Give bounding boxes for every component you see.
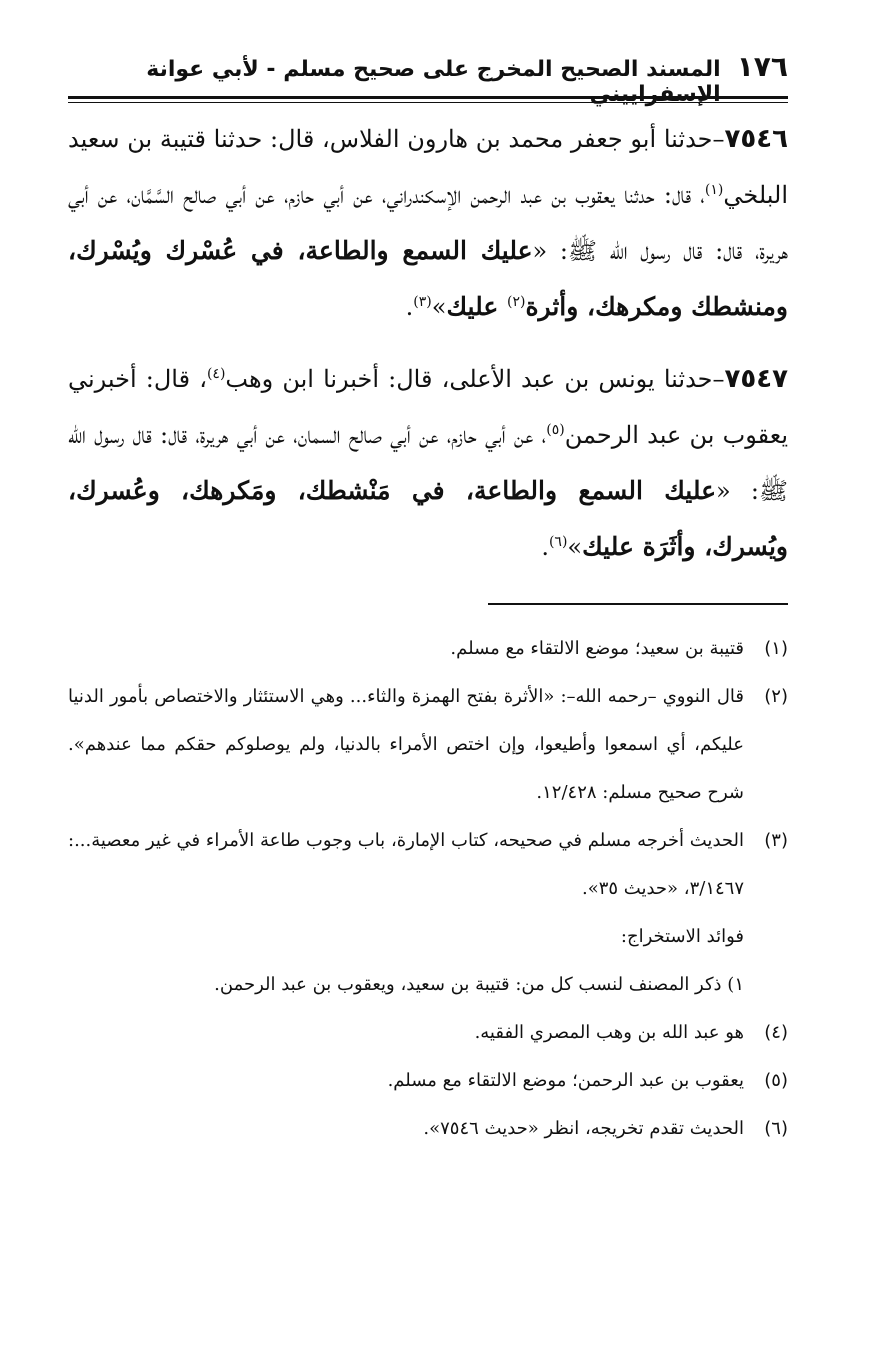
footnote-4 bbox=[68, 1009, 788, 1057]
hadith-text: –حدثنا أبو جعفر محمد بن هارون الفلاس، قال: حدثنا قتيبة بن سعيد البلخي bbox=[68, 125, 788, 209]
hadith-text: . bbox=[405, 293, 414, 321]
footnote-ref[interactable]: (٦) bbox=[548, 534, 568, 550]
prophetic-text: عليك السمع والطاعة، في عُسْرك ويُسْرك، ومنشطك ومكرهك، وأثرة bbox=[68, 236, 788, 321]
hadith-text: » bbox=[567, 533, 583, 561]
page bbox=[68, 50, 788, 1153]
footnote-text: يعقوب بن عبد الرحمن؛ موضع الالتقاء مع مسلم. bbox=[387, 1070, 744, 1091]
footnote-ref[interactable]: (٣) bbox=[413, 294, 432, 310]
hadith-text: ، قال: حدثنا يعقوب بن عبد الرحمن الإسكندراني، عن أبي حازم، عن أبي صالح السَّمَّان، عن أبي هريرة، قال: قال رسول الله ﷺ: « bbox=[68, 181, 788, 265]
hadith-text: –حدثنا يونس بن عبد الأعلى، قال: أخبرنا ابن وهب bbox=[225, 365, 725, 393]
footnote-6 bbox=[68, 1105, 788, 1153]
footnote-ref[interactable]: (١) bbox=[704, 182, 724, 198]
hadith-text: ، عن أبي حازم، عن أبي صالح السمان، عن أبي هريرة، قال: قال رسول الله ﷺ: « bbox=[68, 421, 789, 505]
hadith-7547 bbox=[68, 351, 788, 575]
footnote-1 bbox=[68, 625, 788, 673]
running-title: المسند الصحيح المخرج على صحيح مسلم - لأبي عوانة الإسفراييني bbox=[146, 57, 721, 107]
footnote-subheading: فوائد الاستخراج: bbox=[620, 926, 744, 947]
footnote-text: الحديث أخرجه مسلم في صحيحه، كتاب الإمارة، باب وجوب طاعة الأمراء في غير معصية...: ٣/١٤٦٧، «حديث ٣٥». bbox=[68, 830, 744, 899]
footnote-number: (٣) bbox=[764, 830, 788, 851]
footnote-separator bbox=[68, 603, 788, 605]
page-header bbox=[68, 50, 788, 107]
footnote-ref[interactable]: (٥) bbox=[546, 422, 565, 438]
footnote-text: الحديث تقدم تخريجه، انظر «حديث ٧٥٤٦». bbox=[423, 1118, 744, 1139]
prophetic-text: عليك السمع والطاعة، في مَنْشطك، ومَكرهك، وعُسرك، ويُسرك، وأثَرَة عليك bbox=[68, 476, 788, 561]
footnote-3 bbox=[68, 817, 788, 1009]
page-number: ١٧٦ bbox=[736, 50, 788, 83]
prophetic-text: عليك bbox=[446, 292, 507, 321]
hadith-text: ، قال: أخبرني يعقوب بن عبد الرحمن bbox=[68, 365, 788, 449]
footnote-number: (٢) bbox=[764, 686, 788, 707]
hadith-7546 bbox=[68, 111, 788, 335]
footnote-number: (٥) bbox=[764, 1070, 788, 1091]
footnote-5 bbox=[68, 1057, 788, 1105]
hadith-number: ٧٥٤٦ bbox=[724, 124, 788, 154]
footnote-number: (٦) bbox=[764, 1118, 788, 1139]
hadith-text: . bbox=[541, 533, 549, 561]
footnote-text: هو عبد الله بن وهب المصري الفقيه. bbox=[474, 1022, 744, 1043]
footnote-text: قال النووي –رحمه الله–: «الأثرة بفتح الهمزة والثاء... وهي الاستئثار والاختصاص بأمور الدنيا عليكم، أي اسمعوا وأطيعوا، وإن اختص الأمراء بالدنيا، ولم يوصلوكم حقكم مما عندهم». شرح صحيح مسلم: ١٢/٤٢٨. bbox=[68, 686, 744, 803]
footnote-ref[interactable]: (٤) bbox=[206, 366, 226, 382]
footnotes bbox=[68, 625, 788, 1153]
footnote-2 bbox=[68, 673, 788, 817]
footnote-number: (٤) bbox=[764, 1022, 788, 1043]
footnote-text: ١) ذكر المصنف لنسب كل من: قتيبة بن سعيد، ويعقوب بن عبد الرحمن. bbox=[214, 974, 744, 995]
footnote-text: قتيبة بن سعيد؛ موضع الالتقاء مع مسلم. bbox=[450, 638, 744, 659]
hadith-text: » bbox=[431, 293, 447, 321]
footnote-number: (١) bbox=[764, 638, 788, 659]
hadith-number: ٧٥٤٧ bbox=[724, 364, 788, 394]
footnote-ref[interactable]: (٢) bbox=[506, 294, 526, 310]
